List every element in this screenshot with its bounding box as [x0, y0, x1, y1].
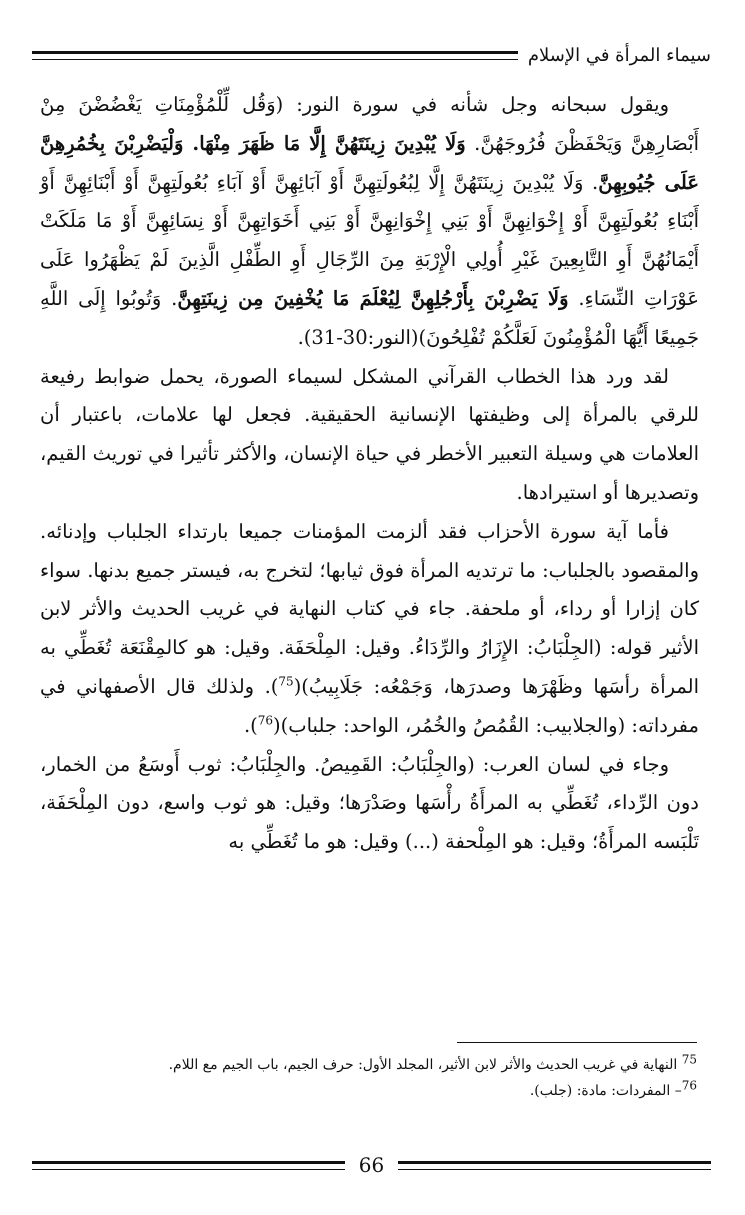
main-text: [40, 86, 699, 862]
footnote-75: [40, 1052, 697, 1078]
running-title: سيماء المرأة في الإسلام: [527, 44, 711, 66]
footnote-text: النهاية في غريب الحديث والأثر لابن الأثير، المجلد الأول: حرف الجيم، باب الجيم مع اللام.: [168, 1057, 678, 1073]
footer-rule-left: [32, 1161, 345, 1170]
verse-part-5: . وَتُوبُوا إِلَى اللَّهِ جَمِيعًا أَيُّهَا الْمُؤْمِنُونَ لَعَلَّكُمْ تُفْلِحُونَ: [40, 286, 699, 349]
paragraph-lisan-al-arab: وجاء في لسان العرب: (والجِلْبَابُ: القَمِيصُ. والجِلْبَابُ: ثوب أَوسَعُ من الخمار، دون الرِّداء، تُغَطِّي به المرأَةُ رأْسَها وصَدْرَها؛ وقيل: هو ثوب واسع، دون المِلْحَفَة، تَلْبَسه المرأَةُ؛ وقيل: هو المِلْحفة (...) وقيل: هو ما تُغَطِّي به: [40, 752, 699, 854]
footnote-text: – المفردات: مادة: (جلب).: [529, 1083, 682, 1099]
footnote-separator: [457, 1042, 697, 1043]
footnote-ref-76[interactable]: 76: [257, 713, 274, 728]
footnote-number: 75: [681, 1052, 697, 1067]
footnote-ref-75[interactable]: 75: [278, 674, 294, 689]
page-footer: [32, 1148, 711, 1182]
header-rule: [32, 51, 518, 60]
verse-reference: )(النور:30-31).: [297, 325, 427, 349]
page-number: 66: [358, 1153, 385, 1177]
paragraph-quran-quote: [40, 86, 699, 358]
jilbab-text-end: ).: [243, 713, 258, 737]
paragraph-jilbab: [40, 513, 699, 746]
paragraph-semiotics: لقد ورد هذا الخطاب القرآني المشكل لسيماء الصورة، يحمل ضوابط رفيعة للرقي بالمرأة إلى وظيفتها الإنسانية الحقيقية. فجعل لها علامات، باعتبار أن العلامات هي وسيلة التعبير الأخطر في حياة الإنسان، والأكثر تأثيرا في توريث القيم، وتصديرها أو استيرادها.: [40, 364, 699, 504]
verse-part-2-bold: وَلَا يُبْدِينَ زِينَتَهُنَّ إِلَّا مَا ظَهَرَ مِنْهَا. وَلْيَضْرِبْنَ بِخُمُرِهِنَّ عَلَى جُيُوبِهِنَّ: [40, 131, 699, 194]
footer-rule-right: [398, 1161, 711, 1170]
verse-part-1: وَقُل لِّلْمُؤْمِنَاتِ يَغْضُضْنَ مِنْ أَبْصَارِهِنَّ وَيَحْفَظْنَ فُرُوجَهُنَّ.: [40, 93, 699, 155]
jilbab-text-mid: ). ولذلك قال الأصفهاني في مفرداته: (والجلابيب: القُمُصُ والخُمُر، الواحد: جلباب)(: [40, 674, 699, 737]
quote-intro: ويقول سبحانه وجل شأنه في سورة النور: (: [275, 93, 670, 116]
verse-part-4-bold: وَلَا يَضْرِبْنَ بِأَرْجُلِهِنَّ لِيُعْلَمَ مَا يُخْفِينَ مِن زِينَتِهِنَّ: [177, 286, 569, 310]
jilbab-text: فأما آية سورة الأحزاب فقد ألزمت المؤمنات جميعا بارتداء الجلباب وإدنائه. والمقصود بالجلباب: ما ترتديه المرأة فوق ثيابها؛ لتخرج به، فيستر جميع بدنها. سواء كان إزارا أو رداء، أو ملحفة. جاء في كتاب النهاية في غريب الحديث والأثر لابن الأثير قوله: (الجِلْبَابُ: الإِزَارُ والرِّدَاءُ. وقيل: المِلْحَفَة. وقيل: هو كالمِقْنَعَة تُغَطِّي به المرأة رأسَها وظَهْرَها وصدرَها، وَجَمْعُه: جَلَابِيبُ)(: [40, 519, 699, 698]
footnote-number: 76: [681, 1078, 697, 1093]
page-header: [32, 40, 711, 70]
footnote-76: [40, 1078, 697, 1104]
footnotes: [40, 1052, 697, 1104]
verse-part-3: . وَلَا يُبْدِينَ زِينَتَهُنَّ إِلَّا لِبُعُولَتِهِنَّ أَوْ آبَائِهِنَّ أَوْ آبَاءِ بُعُولَتِهِنَّ أَوْ أَبْنَائِهِنَّ أَوْ أَبْنَاءِ بُعُولَتِهِنَّ أَوْ إِخْوَانِهِنَّ أَوْ بَنِي إِخْوَانِهِنَّ أَوْ بَنِي أَخَوَاتِهِنَّ أَوْ نِسَائِهِنَّ أَوْ مَا مَلَكَتْ أَيْمَانُهُنَّ أَوِ التَّابِعِينَ غَيْرِ أُولِي الْإِرْبَةِ مِنَ الرِّجَالِ أَوِ الطِّفْلِ الَّذِينَ لَمْ يَظْهَرُوا عَلَى عَوْرَاتِ النِّسَاءِ.: [40, 170, 700, 310]
